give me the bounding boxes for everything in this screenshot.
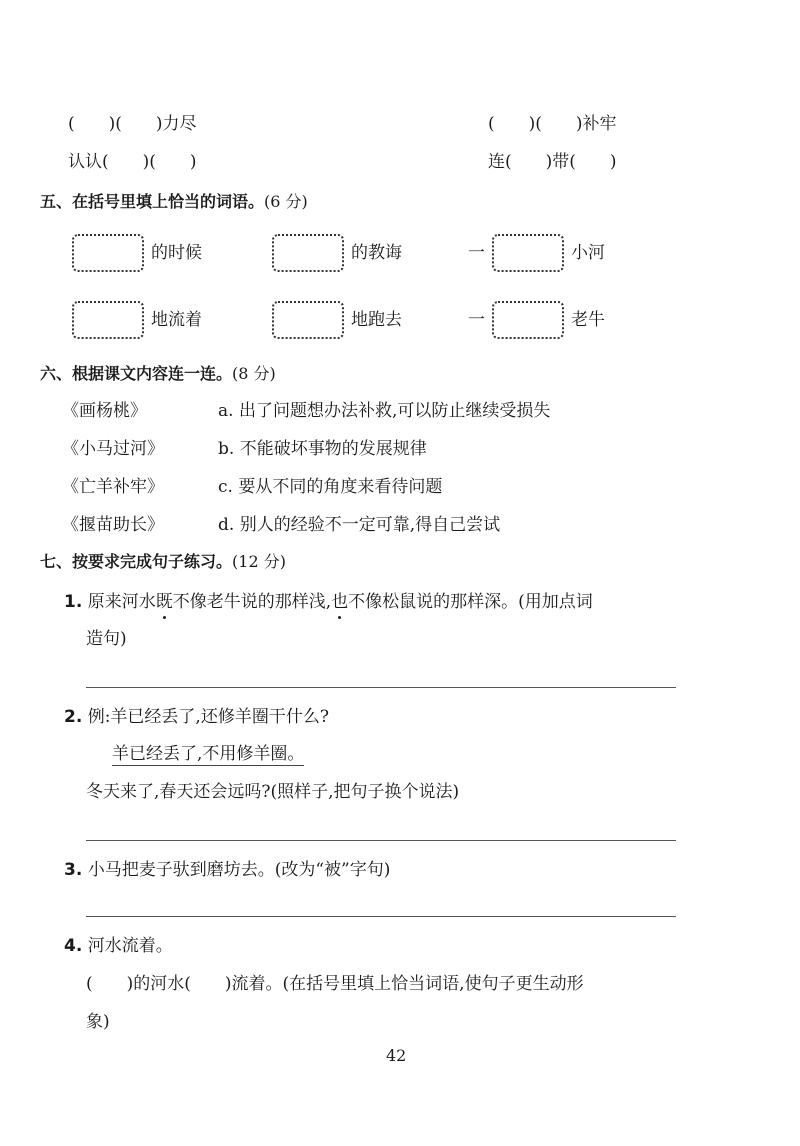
idiom-fill-1: ( )( )力尽 — [68, 114, 197, 134]
question-2-example: 2. 例:羊已经丢了,还修羊圈干什么? — [64, 707, 329, 727]
dotted-word: 既 — [155, 592, 173, 612]
word-fill-box[interactable] — [72, 301, 144, 339]
answer-line[interactable] — [86, 687, 676, 688]
question-number: 2. — [64, 707, 83, 727]
word-suffix: 地流着 — [151, 310, 202, 330]
section7-heading: 七、按要求完成句子练习。(12 分) — [40, 552, 286, 571]
example-answer: 羊已经丢了,不用修羊圈。 — [112, 744, 305, 764]
word-fill-box[interactable] — [272, 234, 344, 272]
section5-heading: 五、在括号里填上恰当的词语。(6 分) — [40, 192, 308, 211]
word-suffix: 老牛 — [571, 310, 605, 330]
question-2-prompt: 冬天来了,春天还会远吗?(照样子,把句子换个说法) — [86, 782, 460, 802]
answer-line[interactable] — [86, 916, 676, 917]
section6-score: (8 分) — [232, 364, 276, 383]
word-suffix: 小河 — [571, 243, 605, 263]
answer-line[interactable] — [86, 840, 676, 841]
word-prefix: 一 — [468, 310, 485, 330]
lesson-title[interactable]: 《小马过河》 — [62, 439, 164, 459]
section7-score: (12 分) — [232, 552, 286, 571]
lesson-moral[interactable]: b. 不能破坏事物的发展规律 — [218, 439, 427, 459]
question-number: 1. — [64, 592, 83, 612]
word-fill-box[interactable] — [72, 234, 144, 272]
lesson-moral[interactable]: d. 别人的经验不一定可靠,得自己尝试 — [218, 515, 501, 535]
dotted-word: 也 — [331, 592, 349, 612]
question-4-prompt-line2: 象) — [86, 1012, 110, 1032]
lesson-title[interactable]: 《亡羊补牢》 — [62, 477, 164, 497]
question-number: 4. — [64, 936, 83, 956]
word-fill-box[interactable] — [272, 301, 344, 339]
question-4: 4. 河水流着。 — [64, 936, 173, 956]
question-number: 3. — [64, 860, 83, 880]
question-3: 3. 小马把麦子驮到磨坊去。(改为“被”字句) — [64, 860, 391, 880]
word-suffix: 的教诲 — [351, 243, 402, 263]
lesson-moral[interactable]: c. 要从不同的角度来看待问题 — [218, 477, 443, 497]
word-suffix: 地跑去 — [351, 310, 402, 330]
idiom-fill-2: ( )( )补牢 — [488, 114, 617, 134]
page-number: 42 — [386, 1046, 407, 1065]
idiom-fill-3: 认认( )( ) — [68, 152, 197, 172]
question-1-line2: 造句) — [86, 629, 127, 649]
lesson-title[interactable]: 《揠苗助长》 — [62, 515, 164, 535]
idiom-fill-4: 连( )带( ) — [488, 152, 617, 172]
word-fill-box[interactable] — [492, 301, 564, 339]
lesson-title[interactable]: 《画杨桃》 — [62, 401, 147, 421]
lesson-moral[interactable]: a. 出了问题想办法补救,可以防止继续受损失 — [218, 401, 551, 421]
word-prefix: 一 — [468, 243, 485, 263]
section6-heading: 六、根据课文内容连一连。(8 分) — [40, 364, 276, 383]
word-fill-box[interactable] — [492, 234, 564, 272]
question-4-prompt: ( )的河水( )流着。(在括号里填上恰当词语,使句子更生动形 — [86, 974, 584, 994]
section5-score: (6 分) — [264, 192, 308, 211]
word-suffix: 的时候 — [151, 243, 202, 263]
question-1: 1. 原来河水既不像老牛说的那样浅,也不像松鼠说的那样深。(用加点词 — [64, 592, 593, 612]
